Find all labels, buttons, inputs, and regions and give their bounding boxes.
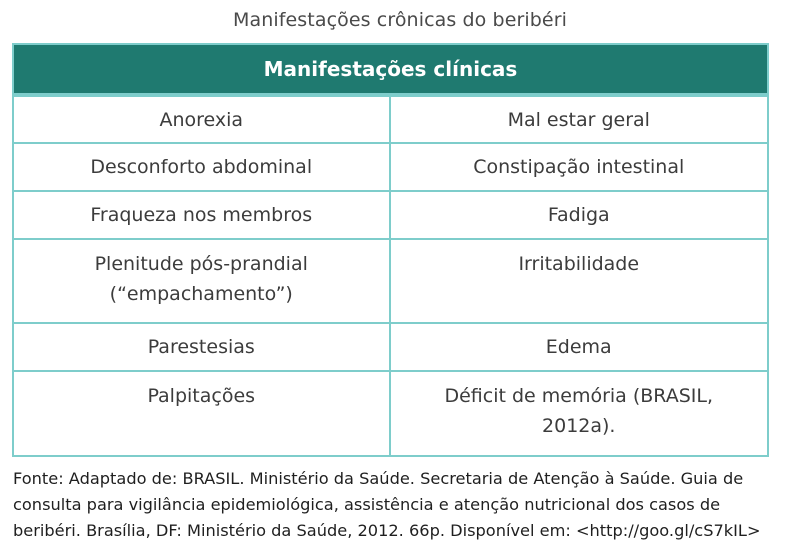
table-cell: Irritabilidade (518, 253, 640, 275)
table-cell: Fraqueza nos membros (14, 192, 391, 238)
table-cell (391, 372, 768, 455)
table-row (14, 95, 767, 142)
source-citation (13, 466, 793, 544)
table-cell: Edema (545, 336, 612, 358)
table-header: Manifestações clínicas (14, 45, 767, 95)
table-cell: Constipação intestinal (473, 156, 685, 178)
table-cell: Mal estar geral (507, 109, 650, 131)
cell-line: 2012a). (542, 415, 616, 437)
table-cell: Fadiga (547, 204, 610, 226)
manifestations-table (12, 43, 769, 457)
table-row (14, 142, 767, 190)
table-cell (14, 240, 391, 322)
table-row (14, 190, 767, 238)
cell-line: Déficit de memória (BRASIL, (444, 385, 714, 407)
table-cell: Palpitações (14, 372, 391, 455)
table-cell: Anorexia (14, 97, 391, 142)
table-cell: Parestesias (14, 324, 391, 370)
cell-line: Plenitude pós-prandial (94, 253, 308, 275)
table-cell: Desconforto abdominal (14, 144, 391, 190)
table-row (14, 322, 767, 370)
cell-line: (“empachamento”) (109, 283, 293, 305)
table-row (14, 238, 767, 322)
table-caption: Manifestações crônicas do beribéri (232, 9, 568, 31)
table-row (14, 370, 767, 455)
source-line: consulta para vigilância epidemiológica, assistência e atenção nutricional dos casos de (13, 495, 721, 514)
source-line: Fonte: Adaptado de: BRASIL. Ministério da Saúde. Secretaria de Atenção à Saúde. Guia de (13, 469, 744, 488)
source-line: beribéri. Brasília, DF: Ministério da Saúde, 2012. 66p. Disponível em: <http://goo.gl/cS7kIL> (13, 521, 761, 540)
